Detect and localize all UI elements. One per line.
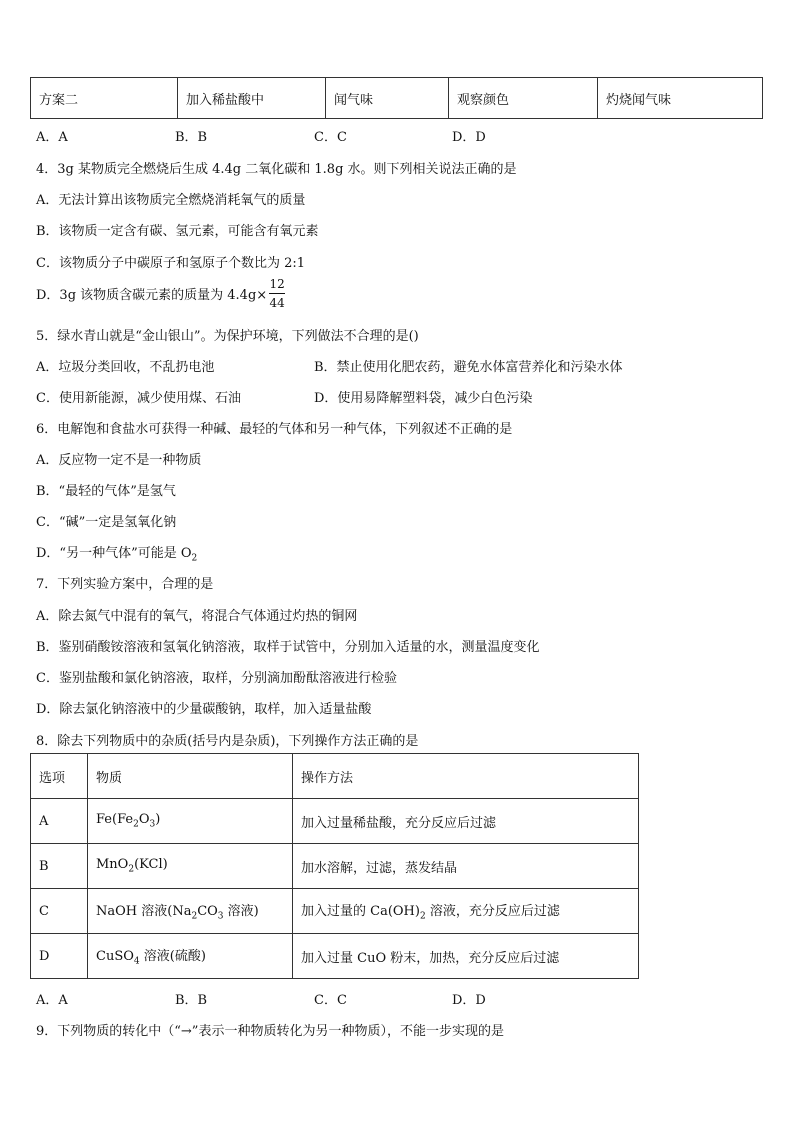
formula-part: (KCl): [134, 857, 168, 873]
q4-option-a: A．无法计算出该物质完全燃烧消耗氧气的质量: [36, 193, 306, 208]
table-cell: 加入过量稀盐酸，充分反应后过滤: [293, 799, 639, 844]
q8-option-b: B．B: [175, 993, 208, 1008]
q3-option-c: C．C: [314, 130, 347, 145]
table-cell: C: [31, 889, 88, 934]
subscript: 3: [149, 819, 156, 830]
q3-table: [30, 77, 763, 119]
subscript: 2: [191, 553, 198, 564]
q8-stem: 8．除去下列物质中的杂质(括号内是杂质)，下列操作方法正确的是: [36, 734, 419, 749]
formula-part: CuSO: [96, 949, 134, 965]
table-row: [31, 78, 763, 119]
table-row: [31, 934, 639, 979]
table-row: [31, 844, 639, 889]
q5-stem: 5．绿水青山就是“金山银山”。为保护环境，下列做法不合理的是(): [36, 329, 419, 344]
table-cell: [88, 799, 293, 844]
subscript: 3: [217, 911, 224, 922]
q5-option-a: A．垃圾分类回收，不乱扔电池: [36, 360, 215, 375]
method-part: 溶液，充分反应后过滤: [425, 904, 560, 920]
subscript: 2: [128, 864, 135, 875]
table-cell: 加水溶解，过滤，蒸发结晶: [293, 844, 639, 889]
q5-option-b: B．禁止使用化肥农药，避免水体富营养化和污染水体: [314, 360, 623, 375]
q6-option-c: C．“碱”一定是氢氧化钠: [36, 515, 177, 530]
q8-table: [30, 753, 639, 979]
table-cell: 加入过量 CuO 粉末，加热，充分反应后过滤: [293, 934, 639, 979]
formula-part: CO: [197, 904, 218, 920]
q4-option-d-text: D．3g 该物质含碳元素的质量为 4.4g×: [36, 288, 268, 303]
table-cell: [88, 889, 293, 934]
table-cell: [293, 889, 639, 934]
q4-option-c: C．该物质分子中碳原子和氢原子个数比为 2:1: [36, 256, 306, 271]
formula-part: ): [155, 812, 161, 828]
q6-option-d-text: D．“另一种气体”可能是 O: [36, 546, 192, 561]
table-cell: A: [31, 799, 88, 844]
table-row: [31, 799, 639, 844]
table-cell: 加入稀盐酸中: [178, 78, 326, 119]
q6-stem: 6．电解饱和食盐水可获得一种碱、最轻的气体和另一种气体，下列叙述不正确的是: [36, 422, 513, 437]
q6-option-a: A．反应物一定不是一种物质: [36, 453, 202, 468]
table-cell: [88, 844, 293, 889]
q7-option-a: A．除去氮气中混有的氧气，将混合气体通过灼热的铜网: [36, 609, 358, 624]
q7-option-d: D．除去氯化钠溶液中的少量碳酸钠，取样，加入适量盐酸: [36, 702, 372, 717]
table-header-cell: 选项: [31, 754, 88, 799]
q8-option-d: D．D: [452, 993, 486, 1008]
table-cell: D: [31, 934, 88, 979]
q4-stem: 4．3g 某物质完全燃烧后生成 4.4g 二氧化碳和 1.8g 水。则下列相关说法正确的是: [36, 162, 517, 177]
q5-option-c: C．使用新能源，减少使用煤、石油: [36, 391, 241, 406]
q7-stem: 7．下列实验方案中，合理的是: [36, 577, 214, 592]
formula-part: 溶液(硫酸): [139, 949, 206, 965]
formula-part: 溶液): [223, 904, 259, 920]
table-header-cell: 物质: [88, 754, 293, 799]
method-part: 加入过量的 Ca(OH): [301, 904, 420, 920]
q7-option-b: B．鉴别硝酸铵溶液和氢氧化钠溶液，取样于试管中，分别加入适量的水，测量温度变化: [36, 640, 540, 655]
table-row: [31, 889, 639, 934]
fraction: [269, 277, 285, 310]
table-cell: 观察颜色: [449, 78, 598, 119]
q6-option-d: [36, 542, 197, 564]
q4-option-b: B．该物质一定含有碳、氢元素，可能含有氧元素: [36, 224, 319, 239]
table-cell: 闻气味: [326, 78, 449, 119]
denominator: 44: [269, 296, 285, 310]
q3-option-a: A．A: [36, 130, 68, 145]
formula-part: Fe(Fe: [96, 812, 134, 828]
subscript: 2: [133, 819, 139, 830]
q6-option-b: B．“最轻的气体”是氢气: [36, 484, 176, 499]
table-cell: 方案二: [31, 78, 178, 119]
table-cell: 灼烧闻气味: [598, 78, 763, 119]
subscript: 4: [133, 956, 140, 967]
subscript: 2: [191, 911, 198, 922]
q4-option-d: [36, 277, 285, 310]
q9-stem: 9．下列物质的转化中（“→”表示一种物质转化为另一种物质），不能一步实现的是: [36, 1024, 504, 1039]
numerator: 12: [269, 277, 285, 291]
q8-option-a: A．A: [36, 993, 68, 1008]
q7-option-c: C．鉴别盐酸和氯化钠溶液，取样，分别滴加酚酞溶液进行检验: [36, 671, 397, 686]
table-header-cell: 操作方法: [293, 754, 639, 799]
table-header-row: [31, 754, 639, 799]
formula-part: NaOH 溶液(Na: [96, 904, 192, 920]
q8-option-c: C．C: [314, 993, 347, 1008]
subscript: 2: [419, 911, 426, 922]
formula-part: MnO: [96, 857, 129, 873]
q5-option-d: D．使用易降解塑料袋，减少白色污染: [314, 391, 533, 406]
q3-option-b: B．B: [175, 130, 208, 145]
table-cell: [88, 934, 293, 979]
formula-part: O: [138, 812, 150, 828]
table-cell: B: [31, 844, 88, 889]
q3-option-d: D．D: [452, 130, 486, 145]
